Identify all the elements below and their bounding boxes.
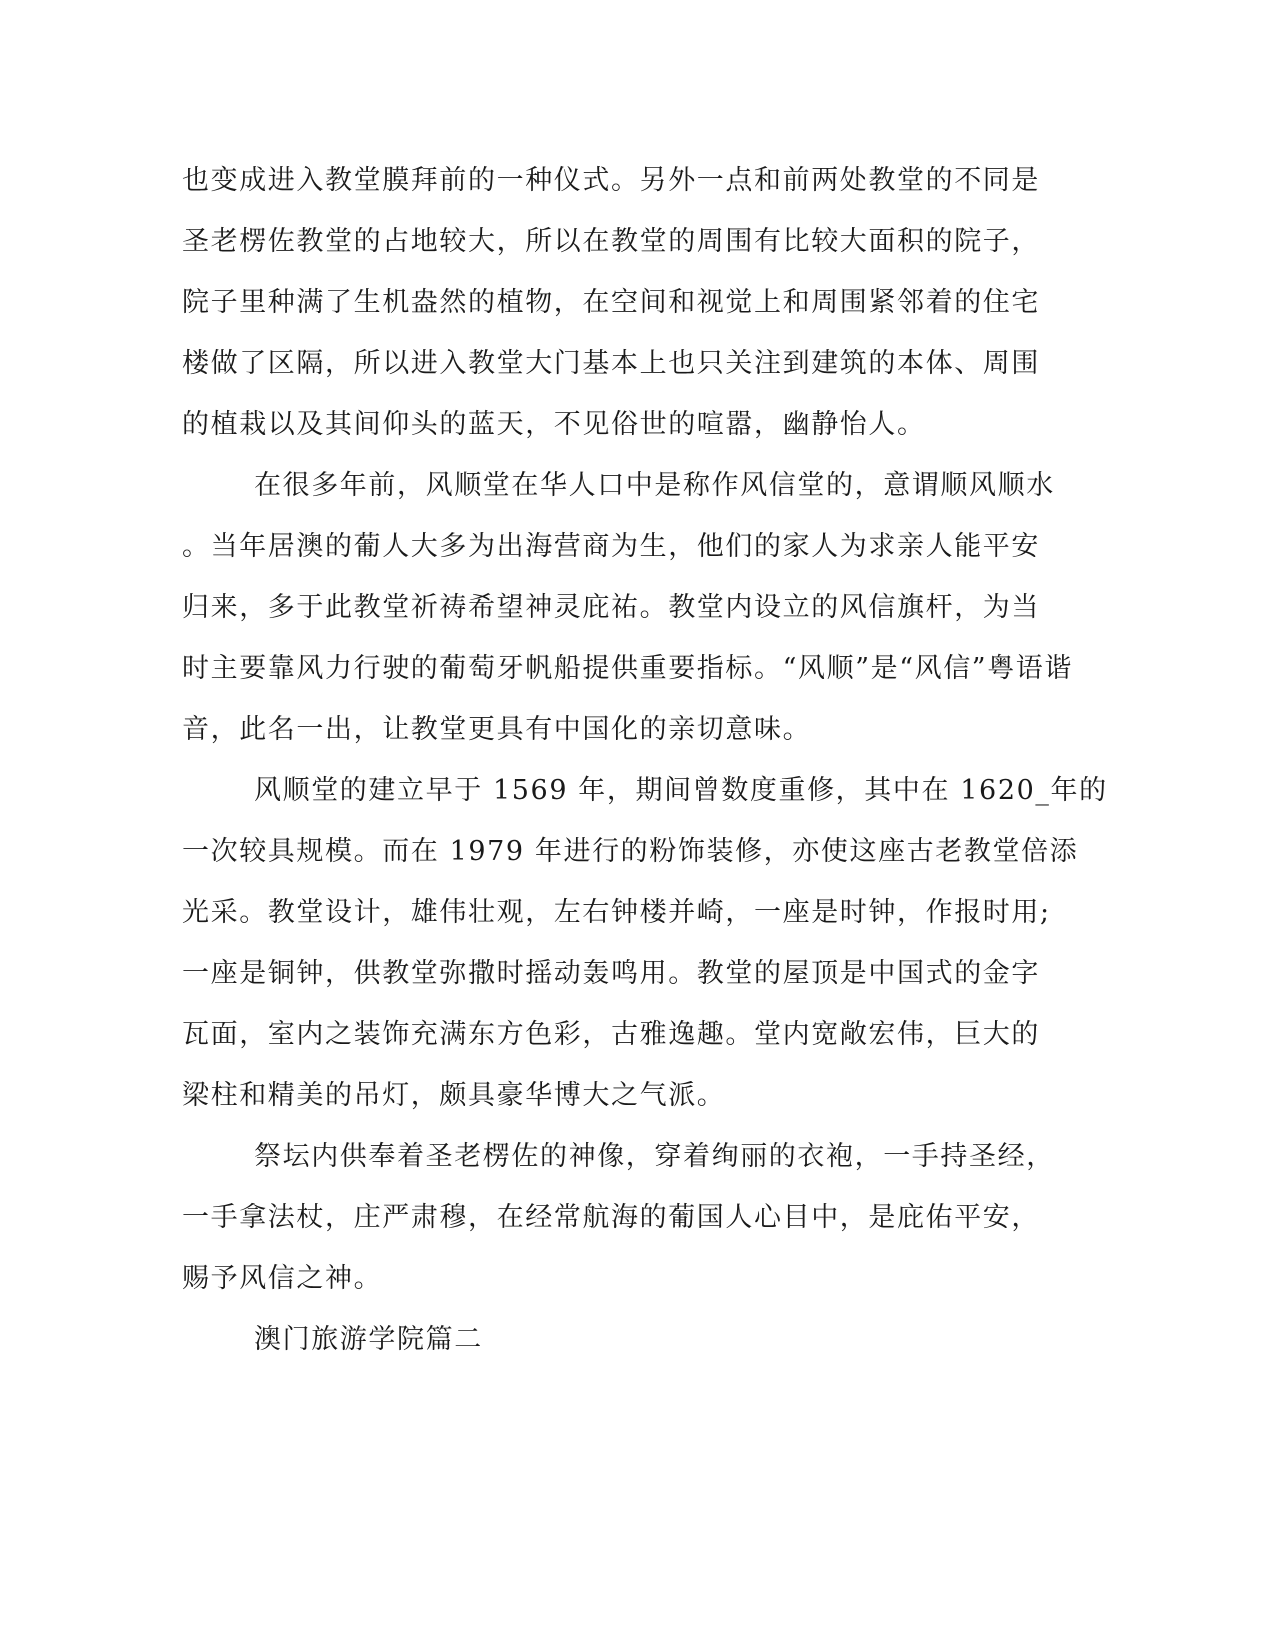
text-line: 一座是铜钟，供教堂弥撒时摇动轰鸣用。教堂的屋顶是中国式的金字	[182, 958, 1040, 989]
heading-text: 澳门旅游学院篇二	[254, 1324, 483, 1355]
paragraph-2	[182, 455, 1074, 760]
paragraph-4	[182, 1126, 1055, 1309]
text-line: 祭坛内供奉着圣老楞佐的神像，穿着绚丽的衣袍，一手持圣经，	[254, 1141, 1055, 1172]
paragraph-3	[182, 760, 1108, 1126]
text-line: 音，此名一出，让教堂更具有中国化的亲切意味。	[182, 714, 812, 745]
text-line: 圣老楞佐教堂的占地较大，所以在教堂的周围有比较大面积的院子，	[182, 226, 1040, 257]
text-line: 楼做了区隔，所以进入教堂大门基本上也只关注到建筑的本体、周围	[182, 348, 1040, 379]
text-line: 赐予风信之神。	[182, 1263, 383, 1294]
text-line: 的植栽以及其间仰头的蓝天，不见俗世的喧嚣，幽静怡人。	[182, 409, 926, 440]
text-line: 一次较具规模。而在 1979 年进行的粉饰装修，亦使这座古老教堂倍添	[182, 836, 1079, 867]
text-line: 一手拿法杖，庄严肃穆，在经常航海的葡国人心目中，是庇佑平安，	[182, 1202, 1040, 1233]
document-body	[182, 150, 1108, 1370]
text-line: 光采。教堂设计，雄伟壮观，左右钟楼并崎，一座是时钟，作报时用;	[182, 897, 1051, 928]
text-line: 瓦面，室内之装饰充满东方色彩，古雅逸趣。堂内宽敞宏伟，巨大的	[182, 1019, 1040, 1050]
text-line: 梁柱和精美的吊灯，颇具豪华博大之气派。	[182, 1080, 726, 1111]
text-line: 院子里种满了生机盎然的植物，在空间和视觉上和周围紧邻着的住宅	[182, 287, 1040, 318]
paragraph-1	[182, 150, 1042, 455]
section-heading	[182, 1309, 1042, 1370]
text-line: 。当年居澳的葡人大多为出海营商为生，他们的家人为求亲人能平安	[182, 531, 1040, 562]
text-line: 风顺堂的建立早于 1569 年，期间曾数度重修，其中在 1620_年的	[254, 775, 1108, 806]
text-line: 也变成进入教堂膜拜前的一种仪式。另外一点和前两处教堂的不同是	[182, 165, 1040, 196]
text-line: 归来，多于此教堂祈祷希望神灵庇祐。教堂内设立的风信旗杆，为当	[182, 592, 1040, 623]
text-line: 时主要靠风力行驶的葡萄牙帆船提供重要指标。“风顺”是“风信”粤语谐	[182, 653, 1074, 684]
text-line: 在很多年前，风顺堂在华人口中是称作风信堂的，意谓顺风顺水	[254, 470, 1055, 501]
